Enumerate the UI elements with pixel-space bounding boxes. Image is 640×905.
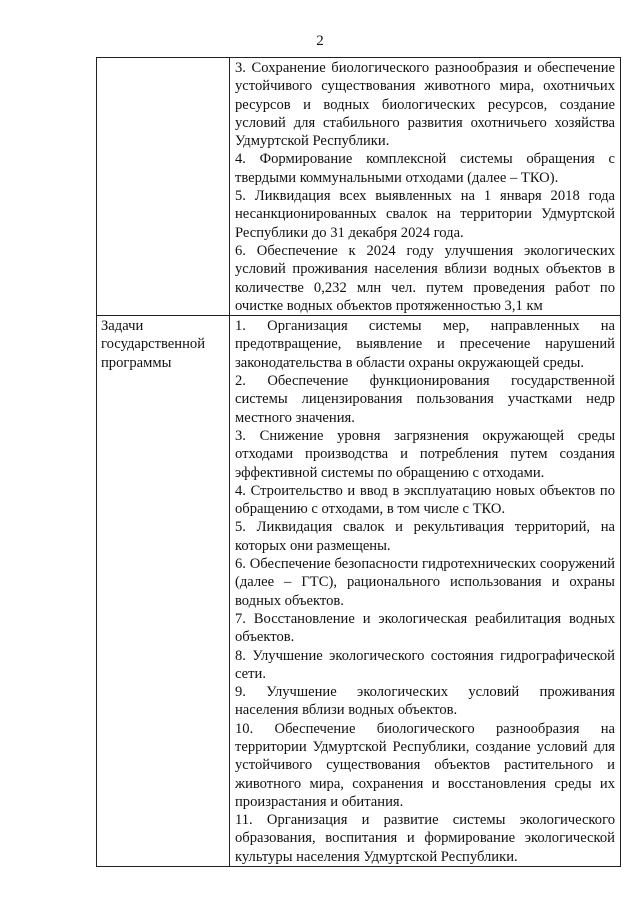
- list-item: 5. Ликвидация свалок и рекультивация территорий, на которых они размещены.: [235, 519, 615, 554]
- table-row-goals-continued: [97, 58, 621, 316]
- list-item: 4. Формирование комплексной системы обращения с твердыми коммунальными отходами (далее – ТКО).: [235, 151, 615, 186]
- program-table: [96, 57, 621, 867]
- list-item: 6. Обеспечение к 2024 году улучшения экологических условий проживания населения вблизи водных объектов в количестве 0,232 млн чел. путем проведения работ по очистке водных объектов протяженностью 3,1 км: [235, 242, 615, 314]
- row-content: [230, 316, 621, 867]
- list-item: 3. Сохранение биологического разнообразия и обеспечение устойчивого существования животного мира, охотничьих ресурсов и водных биологических ресурсов, создание условий для стабильного развития охотничьего хозяйства Удмуртской Республики.: [235, 60, 615, 150]
- list-item: 7. Восстановление и экологическая реабилитация водных объектов.: [235, 610, 615, 646]
- row-label: Задачи государственной программы: [97, 316, 230, 867]
- list-item: 8. Улучшение экологического состояния гидрографической сети.: [235, 647, 615, 682]
- list-item: 10. Обеспечение биологического разнообразия на территории Удмуртской Республики, создание условий для устойчивого существования объектов растительного и животного мира, сохранения и восстановления среды их произрастания и обитания.: [235, 720, 615, 810]
- list-item: 11. Организация и развитие системы экологического образования, воспитания и формирование экологической культуры населения Удмуртской Республики.: [235, 812, 615, 865]
- list-item: 6. Обеспечение безопасности гидротехнических сооружений (далее – ГТС), рационального использования и охраны водных объектов.: [235, 556, 615, 609]
- list-item: 2. Обеспечение функционирования государственной системы лицензирования пользования участками недр местного значения.: [235, 373, 615, 426]
- page-number: 2: [316, 33, 324, 49]
- list-item: 4. Строительство и ввод в эксплуатацию новых объектов по обращению с отходами, в том числе с ТКО.: [235, 482, 615, 518]
- list-item: 3. Снижение уровня загрязнения окружающей среды отходами производства и потребления путем создания эффективной системы по обращению с отходами.: [235, 427, 615, 481]
- row-label: [97, 58, 230, 316]
- table-row-program-tasks: [97, 316, 621, 867]
- list-item: 1. Организация системы мер, направленных на предотвращение, выявление и пресечение нарушений законодательства в области охраны окружающей среды.: [235, 318, 615, 371]
- row-content: [230, 58, 621, 316]
- list-item: 9. Улучшение экологических условий проживания населения вблизи водных объектов.: [235, 684, 615, 719]
- list-item: 5. Ликвидация всех выявленных на 1 января 2018 года несанкционированных свалок на территории Удмуртской Республики до 31 декабря 2024 года.: [235, 188, 615, 241]
